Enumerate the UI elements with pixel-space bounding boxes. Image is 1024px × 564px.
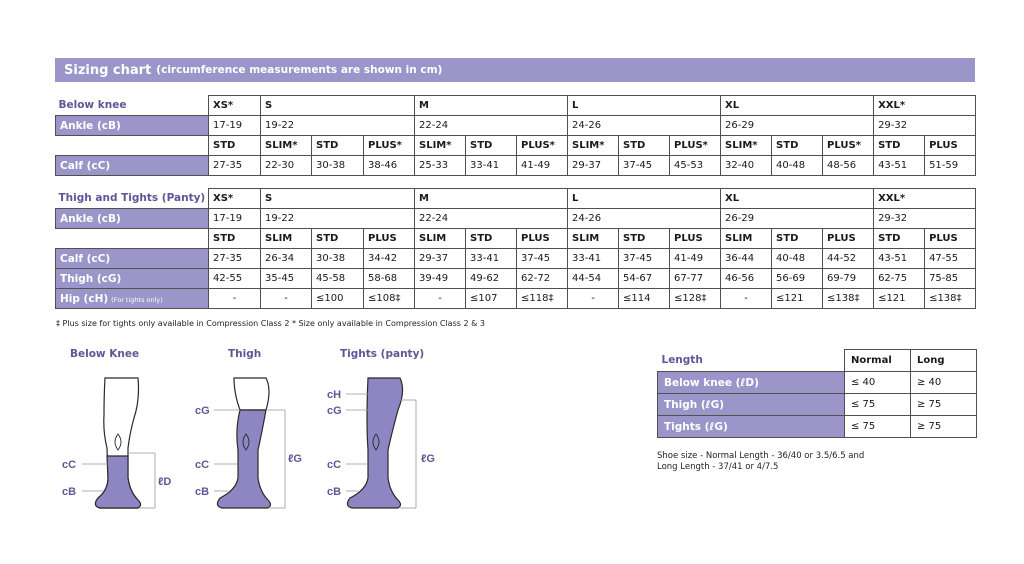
hip-value: - [721, 289, 772, 309]
calf-value: 33-41 [466, 249, 517, 269]
variant-label: PLUS* [364, 136, 415, 156]
variant-label: STD [209, 229, 261, 249]
figure-title-tights: Tights (panty) [340, 348, 425, 360]
calf-value: 45-53 [670, 156, 721, 176]
size-m: M [415, 189, 568, 209]
ankle-row [56, 209, 976, 229]
thigh-value: 42-55 [209, 269, 261, 289]
calf-row [56, 156, 976, 176]
ankle-label: Ankle (cB) [56, 209, 209, 229]
calf-label: Calf (cC) [56, 249, 209, 269]
size-header-row [56, 189, 976, 209]
hip-row [56, 289, 976, 309]
size-header-row [56, 96, 976, 116]
thigh-value: 46-56 [721, 269, 772, 289]
thigh-value: 45-58 [312, 269, 364, 289]
tights-figure [327, 378, 435, 508]
label-cG: cG [195, 405, 210, 417]
ankle-value: 24-26 [568, 209, 721, 229]
below-knee-figure [62, 378, 171, 508]
variant-row [56, 136, 976, 156]
variant-label: STD [619, 229, 670, 249]
ankle-value: 29-32 [874, 116, 976, 136]
thigh-value: 58-68 [364, 269, 415, 289]
label-cB: cB [195, 486, 210, 498]
calf-value: 30-38 [312, 249, 364, 269]
length-normal: ≤ 40 [845, 372, 911, 394]
variant-label: SLIM [261, 229, 312, 249]
length-long: ≥ 40 [911, 372, 977, 394]
calf-value: 27-35 [209, 156, 261, 176]
blank-cell [56, 136, 209, 156]
calf-value: 30-38 [312, 156, 364, 176]
ankle-value: 22-24 [415, 116, 568, 136]
size-xl: XL [721, 189, 874, 209]
calf-value: 22-30 [261, 156, 312, 176]
variant-label: STD [209, 136, 261, 156]
label-cG: cG [327, 405, 342, 417]
length-row [658, 394, 977, 416]
hip-sublabel: (For tights only) [111, 295, 163, 304]
calf-value: 27-35 [209, 249, 261, 269]
figure-title-below-knee: Below Knee [70, 348, 140, 360]
label-lG: ℓG [421, 453, 435, 465]
variant-label: PLUS [517, 229, 568, 249]
calf-value: 38-46 [364, 156, 415, 176]
variant-label: STD [619, 136, 670, 156]
hip-value: ≤138‡ [925, 289, 976, 309]
variant-label: PLUS* [517, 136, 568, 156]
variant-label: SLIM* [415, 136, 466, 156]
length-header-long: Long [911, 350, 977, 372]
calf-value: 44-52 [823, 249, 874, 269]
size-xl: XL [721, 96, 874, 116]
label-cH: cH [327, 389, 342, 401]
thigh-figure [195, 378, 302, 508]
calf-value: 43-51 [874, 249, 925, 269]
group-title: Thigh and Tights (Panty) [58, 192, 206, 205]
thigh-value: 67-77 [670, 269, 721, 289]
variant-label: PLUS [823, 229, 874, 249]
thigh-stocking [217, 410, 270, 508]
size-xxl: XXL* [874, 96, 976, 116]
thigh-tights-table [55, 188, 976, 309]
length-normal: ≤ 75 [845, 394, 911, 416]
variant-label: SLIM* [261, 136, 312, 156]
variant-label: SLIM [568, 229, 619, 249]
variant-label: SLIM* [568, 136, 619, 156]
variant-label: PLUS* [823, 136, 874, 156]
calf-value: 41-49 [670, 249, 721, 269]
variant-label: STD [772, 136, 823, 156]
size-l: L [568, 96, 721, 116]
calf-value: 37-45 [619, 156, 670, 176]
label-cC: cC [195, 459, 210, 471]
calf-value: 33-41 [568, 249, 619, 269]
below-knee-table [55, 95, 976, 176]
hip-value: ≤114 [619, 289, 670, 309]
length-long: ≥ 75 [911, 394, 977, 416]
calf-value: 36-44 [721, 249, 772, 269]
size-xs: XS* [209, 96, 261, 116]
length-title: Length [661, 354, 703, 367]
ankle-value: 29-32 [874, 209, 976, 229]
thigh-value: 62-75 [874, 269, 925, 289]
variant-label: STD [312, 136, 364, 156]
ankle-value: 26-29 [721, 209, 874, 229]
ankle-value: 19-22 [261, 209, 415, 229]
ankle-value: 17-19 [209, 209, 261, 229]
length-header-normal: Normal [845, 350, 911, 372]
size-s: S [261, 96, 415, 116]
hip-value: - [568, 289, 619, 309]
variant-label: STD [772, 229, 823, 249]
ankle-value: 17-19 [209, 116, 261, 136]
length-header-row [658, 350, 977, 372]
ankle-value: 26-29 [721, 116, 874, 136]
hip-value: ≤108‡ [364, 289, 415, 309]
hip-value: ≤138‡ [823, 289, 874, 309]
ankle-row [56, 116, 976, 136]
variant-label: PLUS [364, 229, 415, 249]
hip-value: ≤100 [312, 289, 364, 309]
hip-value: ≤121 [874, 289, 925, 309]
length-row [658, 416, 977, 438]
hip-value: ≤118‡ [517, 289, 568, 309]
calf-value: 33-41 [466, 156, 517, 176]
variant-label: STD [466, 229, 517, 249]
hip-value: ≤128‡ [670, 289, 721, 309]
thigh-value: 54-67 [619, 269, 670, 289]
hip-label [56, 289, 209, 309]
label-lD: ℓD [158, 476, 172, 488]
length-row [658, 372, 977, 394]
group-title: Below knee [58, 99, 127, 112]
calf-value: 43-51 [874, 156, 925, 176]
calf-label: Calf (cC) [56, 156, 209, 176]
calf-value: 37-45 [517, 249, 568, 269]
variant-row [56, 229, 976, 249]
shoe-size-note [657, 451, 864, 473]
size-l: L [568, 189, 721, 209]
hip-label-text: Hip (cH) [60, 292, 109, 305]
upper-leg-outline [234, 378, 269, 410]
ankle-label: Ankle (cB) [56, 116, 209, 136]
hip-value: - [209, 289, 261, 309]
sizing-chart-banner [55, 58, 975, 82]
length-table [657, 349, 977, 438]
variant-label: STD [874, 229, 925, 249]
length-row-label: Below knee (ℓD) [658, 372, 845, 394]
thigh-value: 44-54 [568, 269, 619, 289]
hip-value: ≤107 [466, 289, 517, 309]
length-row-label: Thigh (ℓG) [658, 394, 845, 416]
variant-label: STD [466, 136, 517, 156]
variant-label: SLIM [415, 229, 466, 249]
variant-label: STD [874, 136, 925, 156]
calf-value: 25-33 [415, 156, 466, 176]
variant-label: SLIM [721, 229, 772, 249]
leg-diagrams [0, 360, 460, 520]
size-xxl: XXL* [874, 189, 976, 209]
thigh-value: 39-49 [415, 269, 466, 289]
variant-label: PLUS [925, 136, 976, 156]
variant-label: STD [312, 229, 364, 249]
shoe-size-line: Shoe size - Normal Length - 36/40 or 3.5/6.5 and [657, 451, 865, 461]
label-cC: cC [327, 459, 342, 471]
thigh-value: 49-62 [466, 269, 517, 289]
blank-cell [56, 229, 209, 249]
figure-title-thigh: Thigh [228, 348, 262, 360]
thigh-value: 69-79 [823, 269, 874, 289]
calf-value: 51-59 [925, 156, 976, 176]
ankle-value: 24-26 [568, 116, 721, 136]
calf-value: 37-45 [619, 249, 670, 269]
length-long: ≥ 75 [911, 416, 977, 438]
calf-value: 47-55 [925, 249, 976, 269]
footnote: ‡ Plus size for tights only available in Compression Class 2 * Size only available in Compression Class 2 & 3 [56, 319, 485, 328]
tights-stocking [347, 378, 402, 508]
size-m: M [415, 96, 568, 116]
sizing-chart-title: Sizing chart [64, 62, 152, 78]
hip-value: - [415, 289, 466, 309]
label-lG: ℓG [288, 453, 302, 465]
label-cC: cC [62, 459, 77, 471]
label-cB: cB [327, 486, 342, 498]
calf-value: 40-48 [772, 156, 823, 176]
variant-label: PLUS [925, 229, 976, 249]
thigh-value: 35-45 [261, 269, 312, 289]
variant-label: PLUS* [670, 136, 721, 156]
thigh-label: Thigh (cG) [56, 269, 209, 289]
calf-value: 26-34 [261, 249, 312, 269]
calf-value: 34-42 [364, 249, 415, 269]
length-normal: ≤ 75 [845, 416, 911, 438]
thigh-value: 62-72 [517, 269, 568, 289]
label-cB: cB [62, 486, 77, 498]
hip-value: ≤121 [772, 289, 823, 309]
calf-value: 41-49 [517, 156, 568, 176]
thigh-value: 56-69 [772, 269, 823, 289]
shoe-size-line: Long Length - 37/41 or 4/7.5 [657, 462, 779, 472]
hip-value: - [261, 289, 312, 309]
ankle-value: 22-24 [415, 209, 568, 229]
calf-value: 29-37 [415, 249, 466, 269]
calf-value: 48-56 [823, 156, 874, 176]
calf-value: 29-37 [568, 156, 619, 176]
calf-value: 40-48 [772, 249, 823, 269]
variant-label: PLUS [670, 229, 721, 249]
thigh-value: 75-85 [925, 269, 976, 289]
thigh-row [56, 269, 976, 289]
sizing-chart-subtitle: (circumference measurements are shown in cm) [156, 64, 443, 76]
calf-value: 32-40 [721, 156, 772, 176]
size-s: S [261, 189, 415, 209]
calf-row [56, 249, 976, 269]
ankle-value: 19-22 [261, 116, 415, 136]
variant-label: SLIM* [721, 136, 772, 156]
length-row-label: Tights (ℓG) [658, 416, 845, 438]
size-xs: XS* [209, 189, 261, 209]
